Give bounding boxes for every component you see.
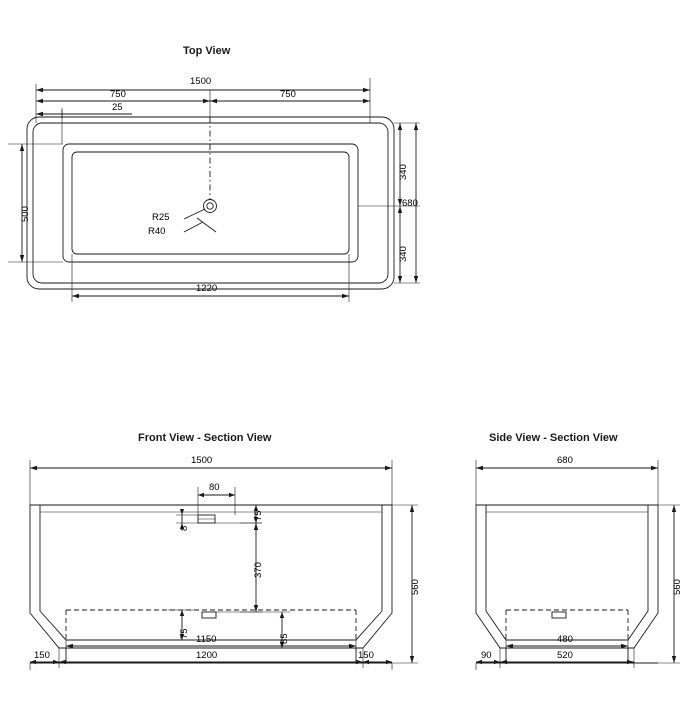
dim-label-1200: 1200 (196, 650, 218, 661)
dim-label-75-base: 75 (179, 628, 190, 639)
r40-leader (184, 222, 203, 232)
drain-inner-circle (207, 203, 213, 209)
dim-label-r25: R25 (152, 212, 170, 223)
dim-label-1220: 1220 (196, 283, 218, 294)
dim-label-750-left: 750 (110, 89, 126, 100)
dim-label-500: 500 (20, 206, 31, 222)
front-view-inner-profile (40, 505, 382, 640)
dim-label-75-overflow: 75 (253, 510, 264, 521)
front-view-title: Front View - Section View (138, 432, 272, 444)
dim-label-1500-top: 1500 (190, 76, 212, 87)
side-view-drain (552, 612, 566, 618)
dim-label-680-side: 680 (557, 455, 573, 466)
front-view-drain (202, 612, 216, 618)
side-view-inner-profile (486, 505, 648, 640)
dim-label-25: 25 (112, 102, 123, 113)
dim-label-80: 80 (209, 482, 220, 493)
dim-label-1150: 1150 (196, 634, 217, 645)
dim-label-560-front: 560 (410, 579, 421, 595)
dim-label-90: 90 (481, 650, 492, 661)
side-view-title: Side View - Section View (489, 432, 618, 444)
drain-outer-circle (204, 200, 217, 213)
dim-label-r40: R40 (148, 226, 166, 237)
dim-label-560-side: 560 (672, 579, 683, 595)
front-view-outer-profile (30, 505, 392, 648)
dim-label-680-top: 680 (402, 198, 418, 209)
dim-label-150-right: 150 (358, 650, 374, 661)
side-view-outer-profile (476, 505, 658, 648)
dim-label-340-lower: 340 (398, 246, 409, 262)
top-view-title: Top View (183, 45, 231, 57)
dim-label-340-upper: 340 (398, 164, 409, 180)
dim-label-480: 480 (557, 634, 573, 645)
dim-label-520: 520 (557, 650, 573, 661)
r25-leader (184, 209, 205, 219)
dim-label-8: 8 (179, 525, 190, 531)
dim-label-750-right: 750 (280, 89, 296, 100)
dim-label-150-left: 150 (34, 650, 50, 661)
dim-label-1500-front: 1500 (191, 455, 213, 466)
dim-label-370: 370 (253, 562, 264, 578)
dim-label-85: 85 (279, 633, 290, 644)
drain-cross-leader (197, 218, 216, 232)
